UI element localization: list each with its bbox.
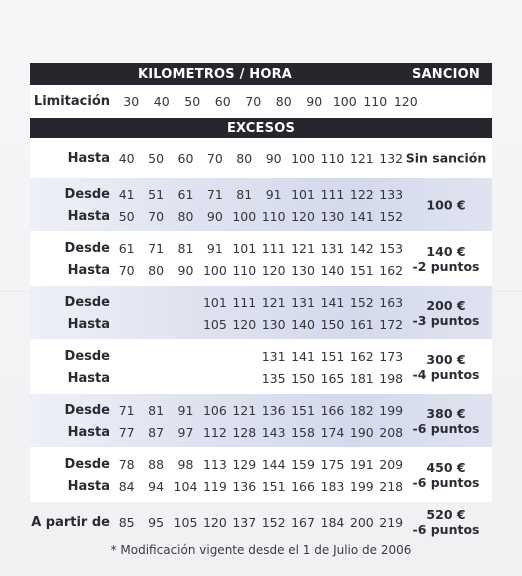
fine-amount: 200 € xyxy=(426,297,466,313)
row-label: Hasta xyxy=(67,150,110,166)
cell: 219 xyxy=(379,514,404,530)
fine-points: -3 puntos xyxy=(412,312,480,328)
limit-values xyxy=(110,94,421,109)
cell: 120 xyxy=(291,208,315,224)
cell: 70 xyxy=(118,262,135,278)
row-label: A partir de xyxy=(31,514,110,530)
cell: 182 xyxy=(349,402,374,418)
cell: 40 xyxy=(118,150,135,166)
cell: 135 xyxy=(261,370,286,386)
row-label: Desde xyxy=(64,456,110,472)
fine-block-300 xyxy=(30,340,492,393)
cell: 131 xyxy=(320,240,345,256)
cell: 70 xyxy=(148,208,165,224)
fine-points: -6 puntos xyxy=(412,474,480,490)
cell: 132 xyxy=(379,150,404,166)
cell: 120 xyxy=(232,316,257,332)
cell xyxy=(171,371,200,386)
cell: 80 xyxy=(236,150,253,166)
row-values xyxy=(110,403,406,418)
cell xyxy=(141,371,170,386)
cell: 162 xyxy=(379,262,404,278)
limit-value: 100 xyxy=(332,94,357,109)
fine-amount: 100 € xyxy=(426,197,466,212)
cell xyxy=(141,295,170,310)
row-label: Desde xyxy=(64,402,110,418)
cell: 198 xyxy=(379,370,404,386)
cell: 141 xyxy=(320,294,345,310)
row-values xyxy=(110,317,406,332)
cell xyxy=(200,349,229,364)
sanction-cell xyxy=(400,460,492,490)
cell: 121 xyxy=(232,402,257,418)
cell: 151 xyxy=(349,262,374,278)
cell: 50 xyxy=(118,208,135,224)
cell: 61 xyxy=(177,186,194,202)
cell: 100 xyxy=(202,262,227,278)
cell: 81 xyxy=(148,402,165,418)
sanction-cell: Sin sanción xyxy=(405,150,487,166)
cell xyxy=(230,371,259,386)
cell: 163 xyxy=(379,294,404,310)
cell: 143 xyxy=(261,424,286,440)
cell: 153 xyxy=(379,240,404,256)
fine-amount: 380 € xyxy=(426,405,466,421)
cell: 121 xyxy=(349,150,374,166)
cell: 81 xyxy=(177,240,194,256)
limit-value: 30 xyxy=(123,94,140,109)
cell: 136 xyxy=(232,478,257,494)
cell: 85 xyxy=(118,514,135,530)
cell: 71 xyxy=(148,240,165,256)
cell: 152 xyxy=(379,208,404,224)
fine-block-140 xyxy=(30,232,492,285)
cell: 105 xyxy=(202,316,227,332)
cell: 140 xyxy=(320,262,345,278)
cell xyxy=(112,317,141,332)
row-label: Hasta xyxy=(67,424,110,440)
cell: 121 xyxy=(261,294,286,310)
cell: 181 xyxy=(349,370,374,386)
cell: 112 xyxy=(202,424,227,440)
limit-value: 50 xyxy=(184,94,201,109)
cell: 101 xyxy=(291,186,315,202)
cell: 111 xyxy=(261,240,286,256)
cell: 141 xyxy=(349,208,374,224)
limit-value: 110 xyxy=(363,94,388,109)
row-values xyxy=(110,349,406,364)
fine-block-450 xyxy=(30,448,492,501)
row-values xyxy=(110,187,406,202)
row-label: Hasta xyxy=(67,208,110,224)
limit-row xyxy=(30,85,492,118)
cell: 94 xyxy=(148,478,165,494)
cell: 41 xyxy=(118,186,135,202)
cell: 152 xyxy=(261,514,286,530)
table-row xyxy=(30,138,492,178)
cell: 87 xyxy=(148,424,165,440)
cell: 130 xyxy=(320,208,345,224)
sanction-header: SANCION xyxy=(411,66,480,82)
cell: 110 xyxy=(320,150,345,166)
row-values xyxy=(110,457,406,472)
cell: 159 xyxy=(291,456,315,472)
cell: 208 xyxy=(379,424,404,440)
cell: 80 xyxy=(148,262,165,278)
fine-block-200 xyxy=(30,286,492,339)
excesos-bar xyxy=(30,118,492,138)
cell: 131 xyxy=(291,294,315,310)
table-header-bar xyxy=(30,63,492,85)
cell: 190 xyxy=(349,424,374,440)
sanction-cell xyxy=(400,507,492,537)
cell: 111 xyxy=(320,186,345,202)
cell: 137 xyxy=(232,514,257,530)
row-values xyxy=(110,295,406,310)
cell: 91 xyxy=(177,402,194,418)
cell: 183 xyxy=(320,478,345,494)
cell: 173 xyxy=(379,348,404,364)
cell: 150 xyxy=(320,316,345,332)
limit-value: 80 xyxy=(275,94,292,109)
cell: 175 xyxy=(320,456,345,472)
cell: 142 xyxy=(349,240,374,256)
fine-amount: 520 € xyxy=(426,507,466,522)
cell: 122 xyxy=(349,186,374,202)
fine-points: -6 puntos xyxy=(412,420,480,436)
row-values xyxy=(110,515,406,530)
sanction-cell xyxy=(400,298,492,328)
cell: 129 xyxy=(232,456,257,472)
cell: 130 xyxy=(261,316,286,332)
fine-points: -4 puntos xyxy=(412,366,480,382)
cell xyxy=(112,349,141,364)
sanction-cell xyxy=(400,352,492,382)
cell xyxy=(171,349,200,364)
cell: 61 xyxy=(118,240,135,256)
cell: 119 xyxy=(202,478,227,494)
cell: 121 xyxy=(291,240,315,256)
cell xyxy=(200,371,229,386)
cell: 161 xyxy=(349,316,374,332)
cell: 50 xyxy=(148,150,165,166)
row-label: Desde xyxy=(64,294,110,310)
cell: 98 xyxy=(177,456,194,472)
excesos-label: EXCESOS xyxy=(226,120,296,136)
limit-value: 70 xyxy=(245,94,262,109)
row-values xyxy=(110,263,406,278)
row-values xyxy=(110,241,406,256)
cell: 111 xyxy=(232,294,257,310)
cell: 141 xyxy=(291,348,315,364)
cell: 97 xyxy=(177,424,194,440)
cell: 105 xyxy=(173,514,198,530)
cell: 91 xyxy=(265,186,282,202)
sanction-cell xyxy=(400,406,492,436)
row-label: Desde xyxy=(64,348,110,364)
cell: 84 xyxy=(118,478,135,494)
cell: 104 xyxy=(173,478,198,494)
cell: 151 xyxy=(291,402,315,418)
cell: 113 xyxy=(202,456,227,472)
limit-value: 90 xyxy=(306,94,323,109)
cell: 144 xyxy=(261,456,286,472)
footnote: * Modificación vigente desde el 1 de Julio de 2006 xyxy=(110,543,412,557)
fine-amount: 300 € xyxy=(426,351,466,367)
cell: 91 xyxy=(206,240,223,256)
sanction-cell xyxy=(400,244,492,274)
cell: 200 xyxy=(349,514,374,530)
cell xyxy=(171,295,200,310)
sanction-cell xyxy=(400,197,492,212)
cell: 130 xyxy=(291,262,315,278)
cell: 136 xyxy=(261,402,286,418)
row-values xyxy=(110,371,406,386)
cell: 88 xyxy=(148,456,165,472)
row-label: Desde xyxy=(64,186,110,202)
fine-points: -2 puntos xyxy=(412,258,480,274)
cell: 165 xyxy=(320,370,345,386)
cell: 60 xyxy=(177,150,194,166)
cell xyxy=(171,317,200,332)
cell: 133 xyxy=(379,186,404,202)
limit-value: 120 xyxy=(393,94,418,109)
cell xyxy=(112,371,141,386)
cell: 199 xyxy=(349,478,374,494)
cell xyxy=(141,349,170,364)
cell: 101 xyxy=(232,240,257,256)
fine-block-100 xyxy=(30,178,492,231)
speed-header: KILOMETROS / HORA xyxy=(137,66,293,82)
cell: 128 xyxy=(232,424,257,440)
fine-amount: 140 € xyxy=(426,243,466,259)
cell: 150 xyxy=(291,370,315,386)
cell: 71 xyxy=(206,186,223,202)
cell: 77 xyxy=(118,424,135,440)
cell: 90 xyxy=(206,208,223,224)
cell: 101 xyxy=(202,294,227,310)
cell: 71 xyxy=(118,402,135,418)
limit-value: 40 xyxy=(153,94,170,109)
cell: 174 xyxy=(320,424,345,440)
cell: 140 xyxy=(291,316,315,332)
cell: 90 xyxy=(265,150,282,166)
limit-value: 60 xyxy=(214,94,231,109)
cell: 70 xyxy=(206,150,223,166)
row-values xyxy=(110,209,406,224)
cell: 158 xyxy=(291,424,315,440)
cell: 95 xyxy=(148,514,165,530)
row-values xyxy=(110,425,406,440)
cell: 151 xyxy=(320,348,345,364)
cell: 110 xyxy=(261,208,286,224)
cell: 162 xyxy=(349,348,374,364)
row-label: Hasta xyxy=(67,370,110,386)
table-row xyxy=(30,502,492,542)
cell: 80 xyxy=(177,208,194,224)
fine-amount: 450 € xyxy=(426,459,466,475)
cell xyxy=(141,317,170,332)
row-values xyxy=(110,151,406,166)
fine-block-380 xyxy=(30,394,492,447)
cell: 90 xyxy=(177,262,194,278)
cell: 166 xyxy=(291,478,315,494)
cell: 172 xyxy=(379,316,404,332)
cell: 209 xyxy=(379,456,404,472)
row-label: Desde xyxy=(64,240,110,256)
cell: 120 xyxy=(202,514,227,530)
cell: 51 xyxy=(148,186,165,202)
fine-points: -6 puntos xyxy=(412,522,480,537)
row-label: Hasta xyxy=(67,262,110,278)
cell: 199 xyxy=(379,402,404,418)
cell: 184 xyxy=(320,514,345,530)
cell: 120 xyxy=(261,262,286,278)
cell: 191 xyxy=(349,456,374,472)
cell: 218 xyxy=(379,478,404,494)
fines-table xyxy=(30,63,492,542)
cell: 81 xyxy=(236,186,253,202)
cell: 78 xyxy=(118,456,135,472)
cell: 106 xyxy=(202,402,227,418)
cell: 131 xyxy=(261,348,286,364)
cell: 167 xyxy=(291,514,315,530)
cell xyxy=(230,349,259,364)
limit-label: Limitación xyxy=(33,94,110,109)
cell: 166 xyxy=(320,402,345,418)
cell: 100 xyxy=(291,150,315,166)
row-label: Hasta xyxy=(67,316,110,332)
cell: 110 xyxy=(232,262,257,278)
cell: 151 xyxy=(261,478,286,494)
row-label: Hasta xyxy=(67,478,110,494)
row-values xyxy=(110,479,406,494)
cell: 152 xyxy=(349,294,374,310)
cell xyxy=(112,295,141,310)
cell: 100 xyxy=(232,208,257,224)
